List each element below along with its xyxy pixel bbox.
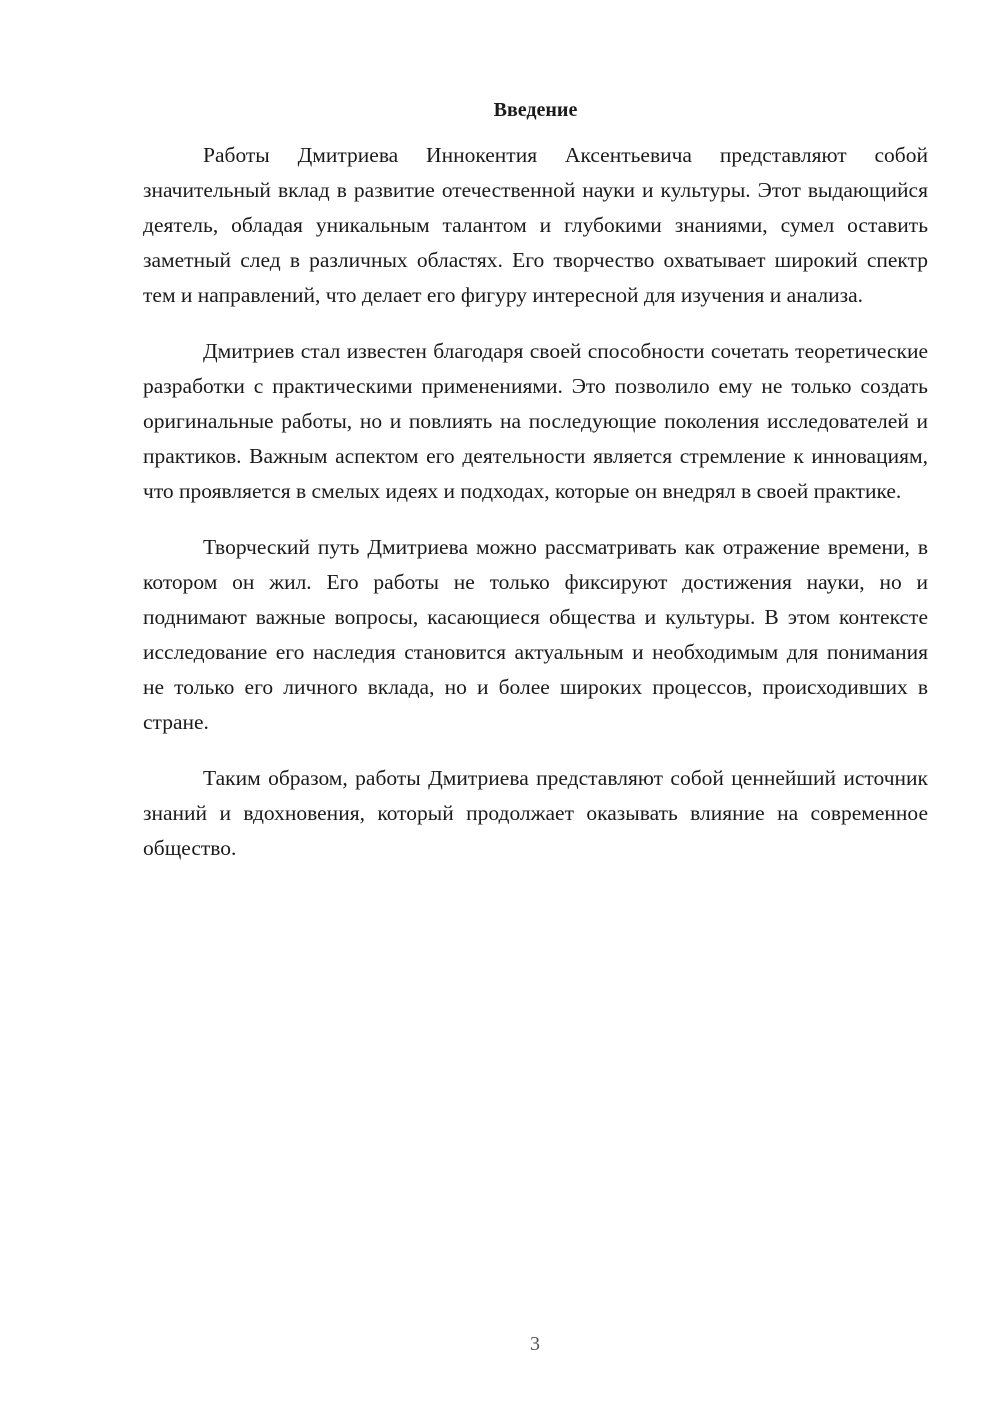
paragraph-3: Творческий путь Дмитриева можно рассматривать как отражение времени, в котором он жил. Его работы не только фиксируют достижения науки, но и поднимают важные вопросы, касающиеся общества и культуры. В этом контексте исследование его наследия становится актуальным и необходимым для понимания не только его личного вклада, но и более широких процессов, происходивших в стране. [143,535,928,734]
paragraph-2: Дмитриев стал известен благодаря своей способности сочетать теоретические разработки с практическими применениями. Это позволило ему не только создать оригинальные работы, но и повлиять на последующие поколения исследователей и практиков. Важным аспектом его деятельности является стремление к инновациям, что проявляется в смелых идеях и подходах, которые он внедрял в своей практике. [143,339,928,503]
paragraph-4: Таким образом, работы Дмитриева представляют собой ценнейший источник знаний и вдохновения, который продолжает оказывать влияние на современное общество. [143,766,928,860]
page-number: 3 [530,1333,540,1355]
page-content [143,96,928,887]
paragraph-1: Работы Дмитриева Иннокентия Аксентьевича представляют собой значительный вклад в развитие отечественной науки и культуры. Этот выдающийся деятель, обладая уникальным талантом и глубокими знаниями, сумел оставить заметный след в различных областях. Его творчество охватывает широкий спектр тем и направлений, что делает его фигуру интересной для изучения и анализа. [143,143,928,307]
section-heading: Введение [493,99,578,121]
